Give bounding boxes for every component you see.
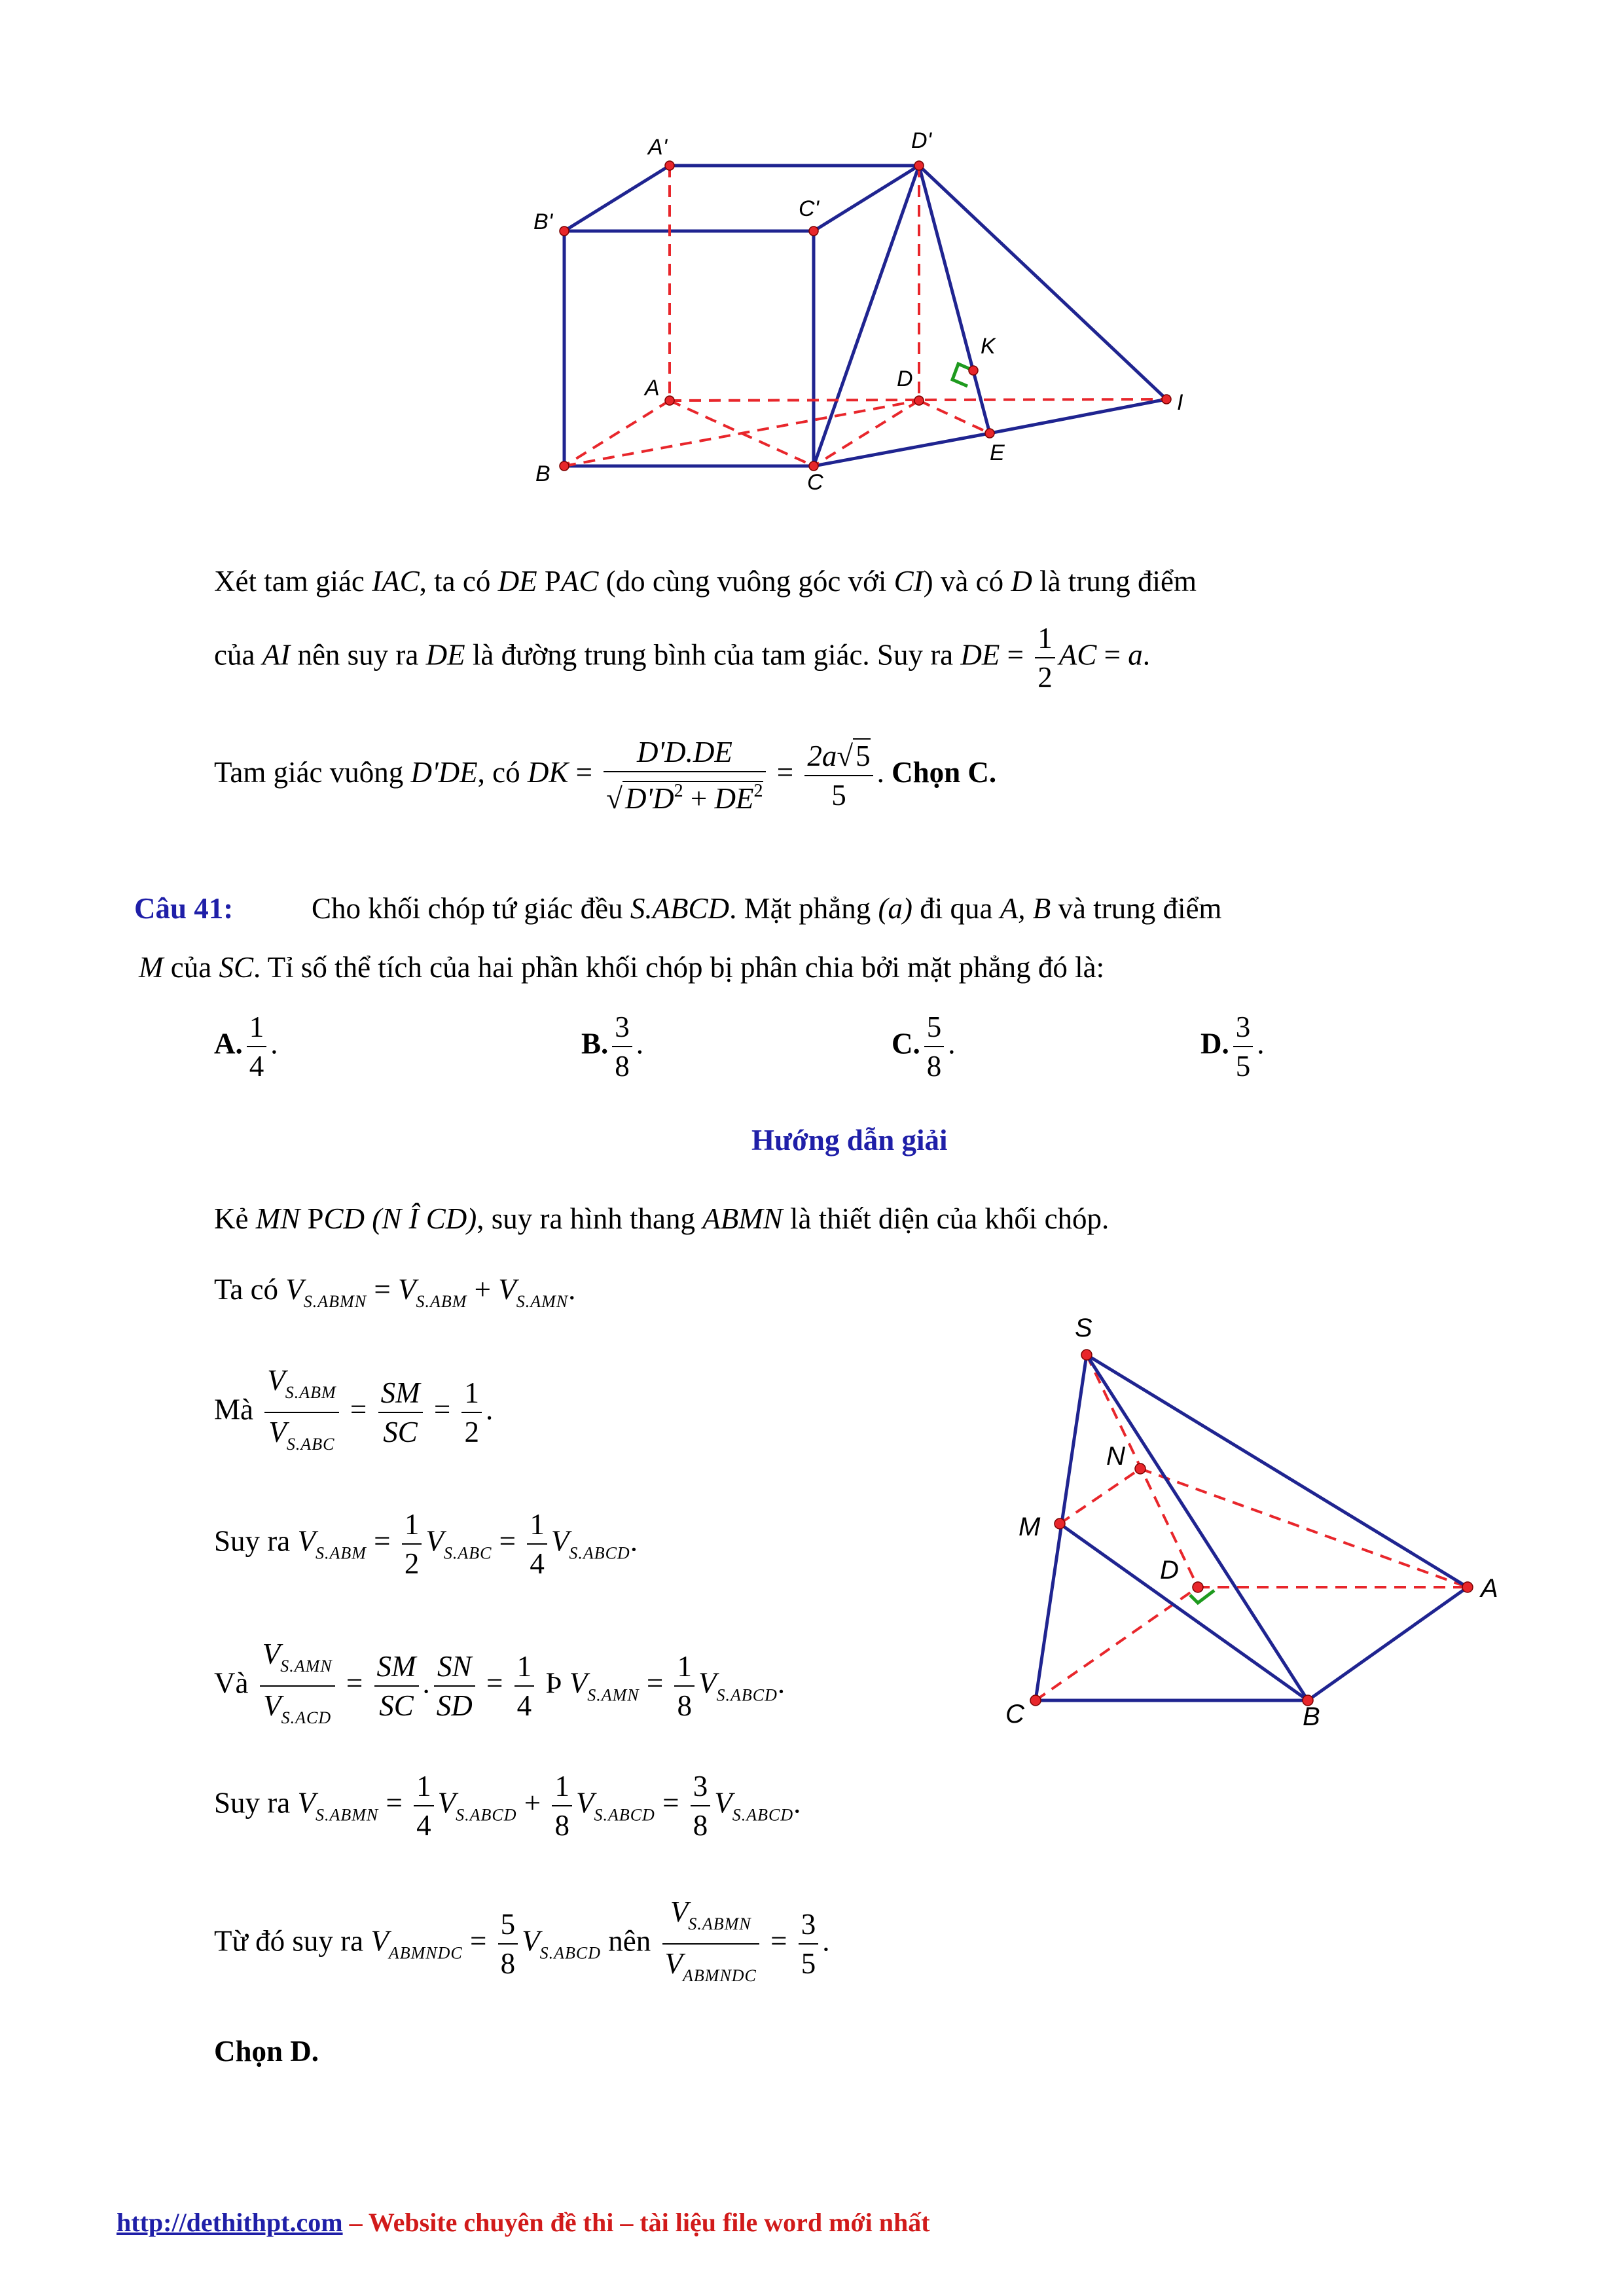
point-a [1462, 1582, 1473, 1592]
label-d1: D' [911, 128, 932, 153]
label-c: C [1005, 1700, 1024, 1729]
question-label: Câu 41: [134, 892, 234, 925]
option-b[interactable]: B. $\frac{3}{8}$ . [581, 1008, 643, 1085]
label-m: M [1019, 1513, 1041, 1541]
footer-link[interactable]: http://dethithpt.com [117, 2208, 343, 2237]
label-i: I [1177, 390, 1183, 415]
solution-step7: Từ đó suy ra $V_{ABMNDC}$ = $\frac{5}{8}$ $V_{S.ABCD}$ nên $\frac{V_{S.ABMN}}{V_{ABMNDC}}$ = $\frac{3}{5}$ . [214, 1893, 830, 1995]
edge-s-b [1087, 1355, 1308, 1700]
visible-edges [1036, 1355, 1468, 1700]
label-a: A [645, 376, 660, 401]
solution-step4: Suy ra $V_{S.ABM}$ = $\frac{1}{2}$ $V_{S.ABC}$ = $\frac{1}{4}$ $V_{S.ABCD}$. [214, 1505, 638, 1583]
point-d [914, 396, 924, 405]
point-m [1055, 1518, 1065, 1529]
label-n: N [1106, 1442, 1125, 1471]
footer [117, 2207, 930, 2238]
label-a: A [1481, 1574, 1498, 1603]
para2-formula: Tam giác vuông D'DE, có DK = $\frac{D'D.DE}{√D'D^2 + DE^2}$ = $\frac{2a√5}{5}$ . Chọn C. [214, 733, 996, 817]
edge-m-b [1060, 1524, 1308, 1700]
solution-step3: Mà $\frac{V_{S.ABM}}{V_{S.ABC}}$ = $\frac{SM}{SC}$ = $\frac{1}{2}$ . [214, 1361, 493, 1463]
edge-b-a [1308, 1587, 1468, 1700]
point-c1 [809, 226, 818, 236]
edge-a-b [564, 401, 670, 466]
point-a [665, 396, 674, 405]
edge-b1-a1 [564, 166, 670, 231]
option-d[interactable]: D. $\frac{3}{5}$ . [1200, 1008, 1265, 1085]
option-c[interactable]: C. $\frac{5}{8}$ . [892, 1008, 956, 1085]
points [1030, 1350, 1473, 1706]
solution-choose: Chọn D. [214, 2035, 319, 2068]
point-labels [533, 128, 1183, 495]
hidden-edges [1036, 1355, 1468, 1700]
point-d [1193, 1582, 1203, 1592]
label-s: S [1075, 1314, 1092, 1342]
point-c [809, 461, 818, 471]
edge-d1-e [919, 166, 990, 433]
visible-edges [564, 166, 1166, 466]
para1-line2: của AI nên suy ra DE là đường trung bình của tam giác. Suy ra DE = $\frac{1}{2}$ AC = a. [214, 619, 1150, 696]
point-d1 [914, 161, 924, 170]
point-b [560, 461, 569, 471]
question-text-line2: M của SC. Tỉ số thể tích của hai phần khối chóp bị phân chia bởi mặt phẳng đó là: [139, 951, 1105, 984]
solution-step5: Và $\frac{V_{S.AMN}}{V_{S.ACD}}$ = $\frac{SM}{SC}$ . $\frac{SN}{SD}$ = $\frac{1}{4}$ Þ $V_{S.AMN}$ = $\frac{1}{8}$ $V_{S.ABCD}$. [214, 1635, 785, 1737]
point-n [1135, 1463, 1146, 1474]
point-c [1030, 1695, 1041, 1706]
para1-line1: Xét tam giác IAC, ta có DE PAC (do cùng vuông góc với CI) và có D là trung điểm [214, 565, 1197, 598]
edge-d1-c1 [814, 166, 919, 231]
solution-heading: Hướng dẫn giải [751, 1124, 948, 1157]
label-k: K [981, 334, 996, 359]
label-e: E [990, 440, 1005, 465]
label-b: B [1303, 1702, 1320, 1731]
edge-d1-i [919, 166, 1166, 399]
edge-m-n [1060, 1469, 1140, 1524]
edge-c-e [814, 433, 990, 466]
edge-d-e [919, 401, 990, 433]
right-angle-mark-d [1190, 1590, 1214, 1603]
label-c1: C' [799, 196, 820, 221]
edge-c-d1 [814, 166, 919, 466]
label-a1: A' [648, 135, 668, 160]
point-e [985, 429, 994, 438]
option-a[interactable]: A. $\frac{1}{4}$ . [214, 1008, 278, 1085]
result-fraction: $\frac{2a√5}{5}$ [804, 737, 873, 814]
edge-e-i [990, 399, 1166, 433]
point-a1 [665, 161, 674, 170]
footer-tagline: – Website chuyên đề thi – tài liệu file word mới nhất [342, 2208, 930, 2237]
label-c: C [807, 470, 823, 495]
point-k [969, 366, 978, 375]
point-i [1162, 395, 1171, 404]
dk-fraction: $\frac{D'D.DE}{√D'D^2 + DE^2}$ [604, 733, 765, 817]
solution-step1: Kẻ MN PCD (N Î CD), suy ra hình thang ABMN là thiết diện của khối chóp. [214, 1202, 1110, 1235]
label-d: D [1160, 1556, 1179, 1585]
question-text-line1: Cho khối chóp tứ giác đều S.ABCD. Mặt phẳng (a) đi qua A, B và trung điểm [312, 892, 1222, 925]
figure-pyramid-diagram [995, 1296, 1532, 1741]
solution-step2: Ta có $V_{S.ABMN} = V_{S.ABM} + V_{S.AMN}$. [214, 1273, 576, 1311]
point-b1 [560, 226, 569, 236]
figure-prism-diagram [511, 118, 1204, 511]
label-b: B [535, 461, 550, 486]
point-labels [1005, 1314, 1498, 1731]
label-b1: B' [533, 209, 553, 234]
solution-step6: Suy ra $V_{S.ABMN}$ = $\frac{1}{4}$ $V_{S.ABCD}$ + $\frac{1}{8}$ $V_{S.ABCD}$ = $\frac{3}{8}$ $V_{S.ABCD}$. [214, 1767, 801, 1844]
point-s [1081, 1350, 1092, 1360]
fraction: $\frac{1}{2}$ [1035, 619, 1055, 696]
question-line1 [134, 889, 233, 928]
label-d: D [897, 367, 913, 391]
